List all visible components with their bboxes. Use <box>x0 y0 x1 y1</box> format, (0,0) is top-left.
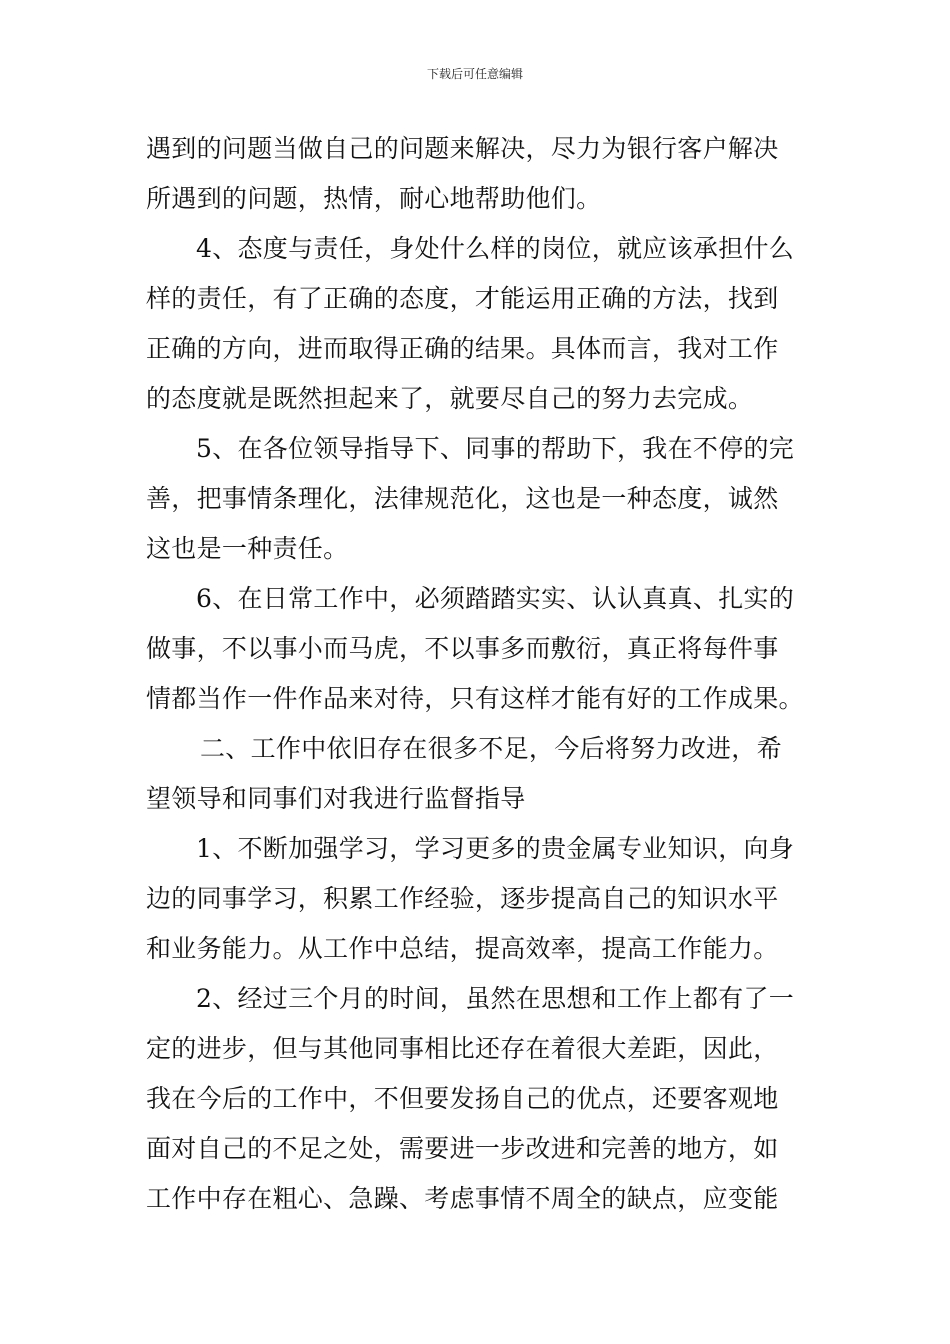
paragraph-line-5: 5、在各位领导指导下、同事的帮助下，我在不停的完 <box>196 434 795 463</box>
paragraph-line-4: 4、态度与责任，身处什么样的岗位，就应该承担什么 <box>196 234 795 263</box>
text-line: 善，把事情条理化，法律规范化，这也是一种态度，诚然 <box>146 484 779 513</box>
text-line: 这也是一种责任。 <box>146 534 349 563</box>
text-line: 所遇到的问题，热情，耐心地帮助他们。 <box>146 184 602 213</box>
text-line: 做事，不以事小而马虎，不以事多而敷衍，真正将每件事 <box>146 634 779 663</box>
paragraph-line-6: 6、在日常工作中，必须踏踏实实、认认真真、扎实的 <box>196 584 795 613</box>
page-header: 下载后可任意编辑 <box>426 67 523 81</box>
text-line: 的态度就是既然担起来了，就要尽自己的努力去完成。 <box>146 384 754 413</box>
text-line: 我在今后的工作中，不但要发扬自己的优点，还要客观地 <box>146 1084 779 1113</box>
document-body <box>146 124 808 1224</box>
text-line: 正确的方向，进而取得正确的结果。具体而言，我对工作 <box>146 334 779 363</box>
text-line: 定的进步，但与其他同事相比还存在着很大差距，因此， <box>146 1034 779 1063</box>
text-line: 工作中存在粗心、急躁、考虑事情不周全的缺点，应变能 <box>146 1184 779 1213</box>
text-line: 望领导和同事们对我进行监督指导 <box>146 784 526 813</box>
text-line: 样的责任，有了正确的态度，才能运用正确的方法，找到 <box>146 284 779 313</box>
section-heading-2: 二、工作中依旧存在很多不足，今后将努力改进，希 <box>200 734 782 763</box>
text-line: 遇到的问题当做自己的问题来解决，尽力为银行客户解决 <box>146 134 779 163</box>
text-line: 情都当作一件作品来对待，只有这样才能有好的工作成果。 <box>146 684 804 713</box>
text-line: 边的同事学习，积累工作经验，逐步提高自己的知识水平 <box>146 884 779 913</box>
paragraph-line-1: 1、不断加强学习，学习更多的贵金属专业知识，向身 <box>196 834 795 863</box>
text-line: 面对自己的不足之处，需要进一步改进和完善的地方，如 <box>146 1134 779 1163</box>
text-line: 和业务能力。从工作中总结，提高效率，提高工作能力。 <box>146 934 779 963</box>
paragraph-line-2: 2、经过三个月的时间，虽然在思想和工作上都有了一 <box>196 984 795 1013</box>
